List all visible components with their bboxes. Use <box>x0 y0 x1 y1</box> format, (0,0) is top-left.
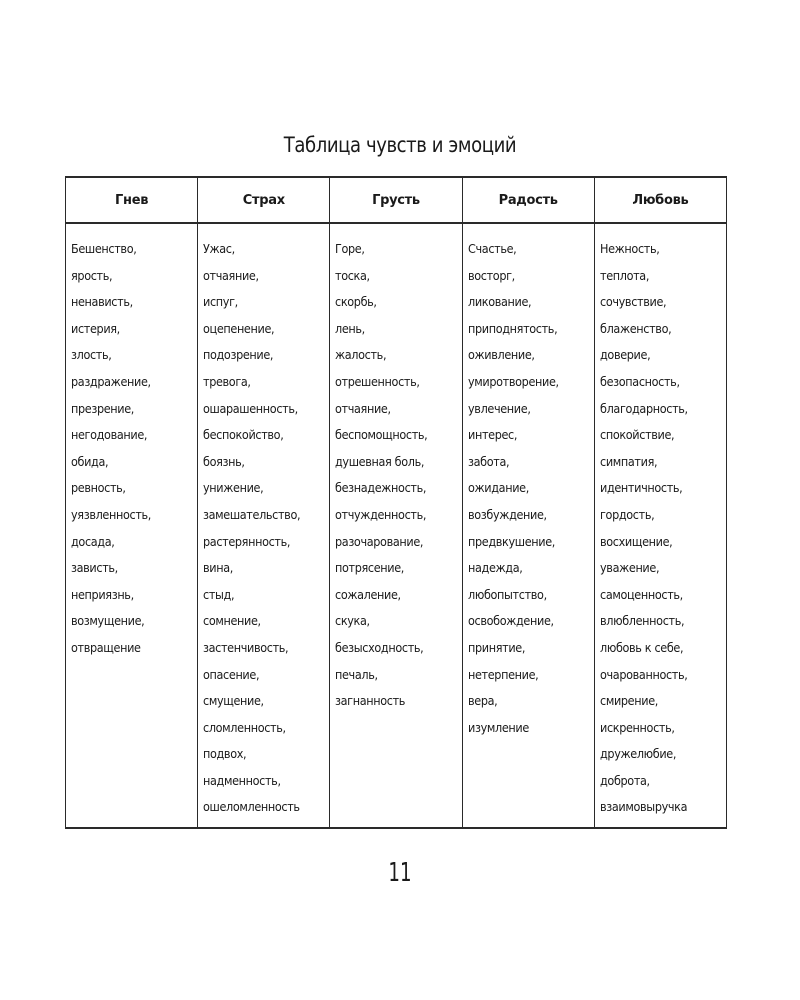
emotion-word: отвращение <box>71 639 141 655</box>
emotion-word: отчужденность, <box>335 506 427 522</box>
emotion-word: застенчивость, <box>203 639 289 655</box>
emotion-word: скука, <box>335 613 371 629</box>
emotion-word: гордость, <box>599 506 655 522</box>
emotion-word: влюбленность, <box>599 613 684 629</box>
emotion-word: оцепенение, <box>203 320 275 336</box>
emotion-word: уважение, <box>599 560 659 576</box>
emotion-word: растерянность, <box>203 533 291 549</box>
emotion-word: стыд, <box>203 586 235 602</box>
column-header-anger: Гнев <box>66 177 198 223</box>
emotion-word: вера, <box>467 693 497 709</box>
emotion-word: любопытство, <box>467 586 547 602</box>
emotion-word: благодарность, <box>599 400 688 416</box>
emotion-word: блаженство, <box>599 320 672 336</box>
column-header-fear: Страх <box>198 177 330 223</box>
emotion-word: любовь к себе, <box>599 639 683 655</box>
emotion-word: подвох, <box>203 746 247 762</box>
emotion-word: сомнение, <box>203 613 261 629</box>
emotion-word: опасение, <box>203 666 260 682</box>
emotion-word: зависть, <box>71 560 118 576</box>
emotion-word: восхищение, <box>599 533 673 549</box>
emotion-word: смирение, <box>599 693 658 709</box>
table-body-row <box>66 223 727 828</box>
emotion-word: безнадежность, <box>335 480 427 496</box>
column-fear <box>198 223 330 828</box>
emotion-word: душевная боль, <box>335 453 425 469</box>
emotion-word: Счастье, <box>467 241 516 256</box>
emotion-word: Ужас, <box>203 241 236 256</box>
emotion-word: восторг, <box>467 267 515 283</box>
emotion-word: сожаление, <box>335 586 402 602</box>
emotion-word: сочувствие, <box>599 294 666 310</box>
emotion-word: теплота, <box>599 267 649 283</box>
column-header-sadness: Грусть <box>330 177 462 223</box>
emotion-word: ярость, <box>71 267 113 283</box>
emotion-word: отрешенность, <box>335 373 420 389</box>
emotion-word: Горе, <box>335 241 365 256</box>
emotion-word: забота, <box>467 453 509 469</box>
emotion-word: самоценность, <box>599 586 683 602</box>
emotion-word: Нежность, <box>599 241 660 256</box>
emotion-word: спокойствие, <box>599 427 675 443</box>
column-header-love: Любовь <box>594 177 726 223</box>
emotion-word: злость, <box>71 347 112 363</box>
emotion-word: испуг, <box>203 294 239 310</box>
emotion-word: безопасность, <box>599 373 680 389</box>
emotion-word: уязвленность, <box>71 506 152 522</box>
emotion-word: унижение, <box>203 480 264 496</box>
emotion-word: Бешенство, <box>71 241 137 256</box>
column-anger <box>66 223 198 828</box>
emotion-word: тоска, <box>335 267 371 283</box>
emotion-word: печаль, <box>335 666 379 682</box>
emotion-word: отчаяние, <box>203 267 259 283</box>
emotion-word: освобождение, <box>467 613 554 629</box>
emotion-word: вина, <box>203 560 234 576</box>
emotion-word: негодование, <box>71 427 148 443</box>
page-title: Таблица чувств и эмоций <box>283 133 517 157</box>
emotion-word: разочарование, <box>335 533 424 549</box>
emotion-word: доброта, <box>599 772 650 788</box>
emotion-word: отчаяние, <box>335 400 392 416</box>
emotion-word: боязнь, <box>203 453 245 469</box>
emotion-word: истерия, <box>71 320 120 336</box>
page-number: 11 <box>388 858 412 888</box>
emotion-word: увлечение, <box>467 400 531 416</box>
emotion-word: смущение, <box>203 693 264 709</box>
column-love <box>594 223 726 828</box>
emotion-word: принятие, <box>467 639 525 655</box>
emotion-word: умиротворение, <box>467 373 559 389</box>
emotion-word: надежда, <box>467 560 523 576</box>
column-header-joy: Радость <box>462 177 594 223</box>
emotion-word: неприязнь, <box>71 586 134 602</box>
emotion-word: ревность, <box>71 480 126 496</box>
emotion-word: замешательство, <box>203 506 301 522</box>
emotion-word: лень, <box>335 320 366 336</box>
emotion-word: ошарашенность, <box>203 400 299 416</box>
emotion-word: интерес, <box>467 427 517 443</box>
emotion-word: обида, <box>71 453 109 469</box>
emotion-word: тревога, <box>203 373 251 389</box>
emotion-word: ожидание, <box>467 480 529 496</box>
emotion-word: беспомощность, <box>335 427 428 443</box>
emotion-word: изумление <box>467 719 529 735</box>
column-sadness <box>330 223 462 828</box>
table-header-row <box>66 177 727 223</box>
emotion-word: приподнятость, <box>467 320 557 336</box>
emotion-word: скорбь, <box>335 294 378 310</box>
emotion-word: раздражение, <box>71 373 151 389</box>
emotion-word: жалость, <box>335 347 387 363</box>
emotion-word: дружелюбие, <box>599 746 676 762</box>
emotion-word: досада, <box>71 533 115 549</box>
emotion-word: возмущение, <box>71 613 145 629</box>
emotion-word: очарованность, <box>599 666 688 682</box>
emotion-word: надменность, <box>203 772 281 788</box>
emotion-word: загнанность <box>335 693 406 709</box>
emotion-word: взаимовыручка <box>599 799 687 815</box>
emotion-word: ликование, <box>467 294 531 310</box>
emotion-word: потрясение, <box>335 560 405 576</box>
emotion-word: нетерпение, <box>467 666 538 682</box>
emotion-word: оживление, <box>467 347 535 363</box>
emotion-word: беспокойство, <box>203 427 284 443</box>
emotion-word: симпатия, <box>599 453 657 469</box>
emotion-word: искренность, <box>599 719 675 735</box>
emotions-table <box>65 176 727 829</box>
emotion-word: безысходность, <box>335 639 424 655</box>
emotion-word: подозрение, <box>203 347 274 363</box>
emotion-word: идентичность, <box>599 480 683 496</box>
emotion-word: предвкушение, <box>467 533 555 549</box>
emotion-word: сломленность, <box>203 719 286 735</box>
emotion-word: ненависть, <box>71 294 133 310</box>
emotion-word: ошеломленность <box>203 799 300 815</box>
emotion-word: доверие, <box>599 347 651 363</box>
emotion-word: возбуждение, <box>467 506 547 522</box>
emotion-word: презрение, <box>71 400 135 416</box>
column-joy <box>462 223 594 828</box>
